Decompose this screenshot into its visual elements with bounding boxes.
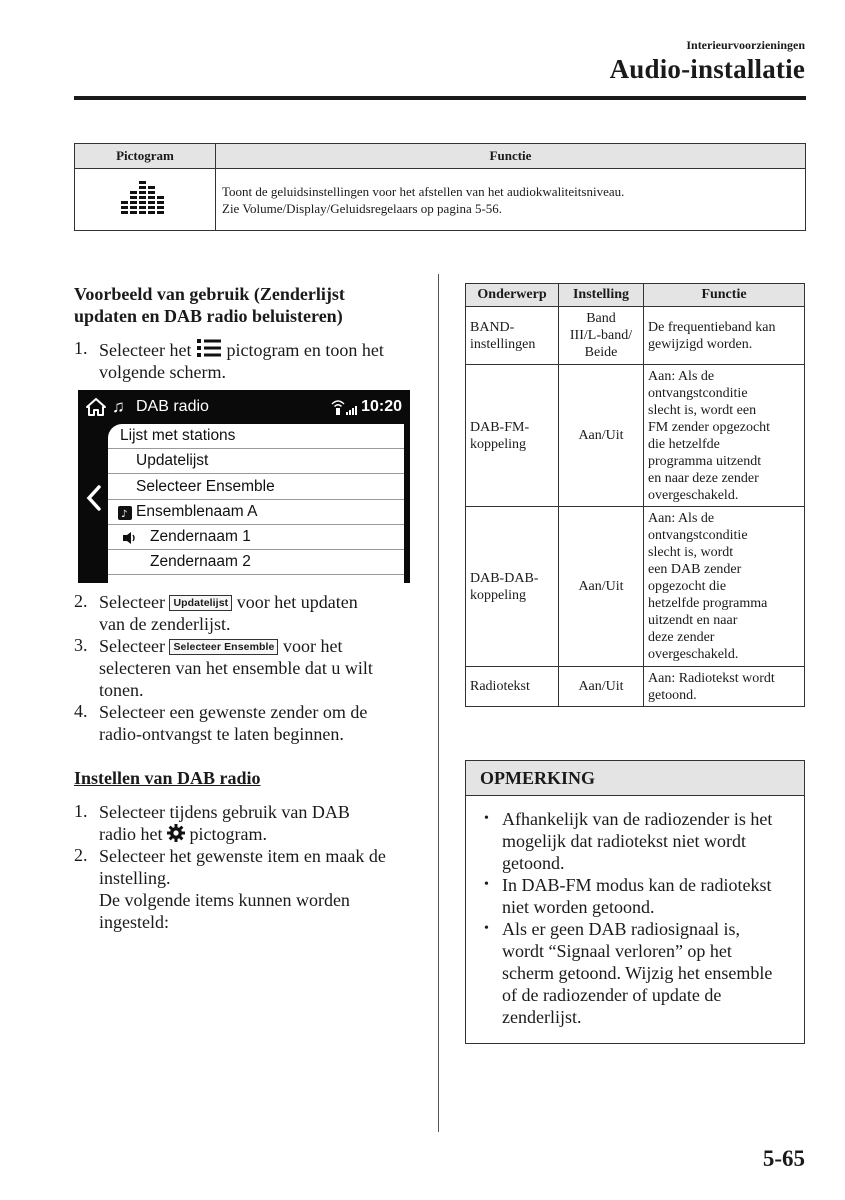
step-2-part-a: Selecteer [99,592,165,612]
step-number: 1. [74,801,88,821]
menu-item-label: Zendernaam 2 [150,553,251,570]
step-2-part-b: voor het updaten [236,592,358,612]
function-cell: De frequentieband kan gewijzigd worden. [644,307,805,365]
function-cell: Aan: Als de ontvangstconditie slecht is, wordt een FM zender opgezocht die hetzelfde programma uitzendt en naar deze zender overgeschakeld. [644,365,805,507]
list-item: • Als er geen DAB radiosignaal is, wordt “Signaal verloren” op het scherm getoond. Wijzig het ensemble of de radiozender of update de zenderlijst. [480,918,800,1028]
page-title: Audio-installatie [609,54,805,84]
pictogram-cell [75,169,216,231]
menu-item-label: Selecteer Ensemble [136,478,275,495]
menu-item-label: Ensemblenaam A [136,503,258,520]
example-heading [74,283,345,327]
step-4-part-b: radio-ontvangst te laten beginnen. [99,724,344,744]
list-icon [196,338,222,358]
setup-step-2-part-d: ingesteld: [99,912,169,932]
menu-item-select-ensemble[interactable] [108,475,404,500]
ensemble-icon [118,506,132,520]
back-chevron-icon[interactable] [86,485,102,511]
setting-cell: Band III/L-band/ Beide [559,307,644,365]
gear-icon [167,824,185,842]
update-list-button: Updatelijst [169,595,232,611]
function-line-1: Toont de geluidsinstellingen voor het afstellen van het audiokwaliteitsniveau. [222,183,625,199]
note-box [465,760,805,1044]
function-line-2: Zie Volume/Display/Geluidsregelaars op pagina 5-56. [222,200,503,216]
speaker-icon [122,531,138,545]
setup-step-1-part-a: Selecteer tijdens gebruik van DAB [99,802,350,822]
function-cell: Aan: Als de ontvangstconditie slecht is, wordt een DAB zender opgezocht die hetzelfde programma uitzendt en naar deze zender overgeschakeld. [644,507,805,667]
setup-step-2-part-c: De volgende items kunnen worden [99,890,350,910]
step-number: 3. [74,635,88,655]
step-2-text [99,591,434,635]
menu-item-station-list[interactable] [108,424,404,449]
menu-item-station-2[interactable] [108,550,404,575]
setting-cell: Aan/Uit [559,667,644,707]
function-cell: Aan: Radiotekst wordt getoond. [644,667,805,707]
menu-item-label: Zendernaam 1 [150,528,251,545]
table-row [466,365,805,507]
menu-item-station-1[interactable] [108,525,404,550]
header-rule [74,96,806,100]
setup-heading: Instellen van DAB radio [74,768,261,788]
menu-item-update-list[interactable] [108,449,404,474]
step-1-part-a: Selecteer het [99,340,192,360]
menu-item-label: Updatelijst [136,452,209,469]
home-icon[interactable] [86,398,106,416]
step-3-part-b: voor het [282,636,343,656]
subject-cell: DAB-FM- koppeling [466,365,559,507]
page-number: 5-65 [762,1146,805,1171]
step-number: 1. [74,338,88,358]
signal-icon [330,398,360,416]
step-3-part-c: selecteren van het ensemble dat u wilt [99,658,373,678]
list-item: • In DAB-FM modus kan de radiotekst niet worden getoond. [480,874,800,918]
note-list [480,808,800,1028]
note-title: OPMERKING [480,768,595,788]
select-ensemble-button: Selecteer Ensemble [169,639,278,655]
music-note-icon: ♫ [112,397,125,416]
col-header-subject: Onderwerp [466,284,559,307]
equalizer-icon [120,178,170,218]
step-1-part-b: pictogram en toon het [226,340,384,360]
example-heading-line-1: Voorbeeld van gebruik (Zenderlijst [74,284,345,304]
example-heading-line-2: updaten en DAB radio beluisteren) [74,306,343,326]
step-number: 2. [74,591,88,611]
note-header [466,761,804,796]
screen-title: DAB radio [136,398,209,415]
col-header-functie: Functie [216,144,806,169]
table-row [466,507,805,667]
setup-step-1-part-b: radio het [99,824,163,844]
col-header-pictogram: Pictogram [75,144,216,169]
step-3-part-d: tonen. [99,680,144,700]
table-row [466,667,805,707]
column-divider [438,274,439,1132]
step-3-part-a: Selecteer [99,636,165,656]
subject-cell: BAND- instellingen [466,307,559,365]
list-item: • Afhankelijk van de radiozender is het mogelijk dat radiotekst niet wordt getoond. [480,808,800,874]
settings-table [465,283,805,707]
step-4-text [99,701,434,745]
menu-item-ensemble-a[interactable] [108,500,404,525]
setting-cell: Aan/Uit [559,507,644,667]
table-row [466,307,805,365]
setup-step-2-part-a: Selecteer het gewenste item en maak de [99,846,386,866]
step-3-text [99,635,434,701]
step-2-part-c: van de zenderlijst. [99,614,231,634]
step-number: 4. [74,701,88,721]
step-1-part-c: volgende scherm. [99,362,226,382]
function-cell [216,169,806,231]
section-label: Interieurvoorzieningen [686,38,805,52]
setup-step-2-part-b: instelling. [99,868,171,888]
station-menu [108,424,404,583]
screen-header [78,390,410,424]
dab-radio-screen [78,390,410,583]
step-4-part-a: Selecteer een gewenste zender om de [99,702,368,722]
subject-cell: Radiotekst [466,667,559,707]
setup-step-1-text [99,801,434,845]
menu-item-label: Lijst met stations [120,427,236,444]
pictogram-table [74,143,806,231]
svg-text:♪: ♪ [121,509,128,520]
setup-step-2-text [99,845,434,933]
col-header-setting: Instelling [559,284,644,307]
step-number: 2. [74,845,88,865]
clock: 10:20 [361,398,402,415]
setup-step-1-part-c: pictogram. [189,824,267,844]
setting-cell: Aan/Uit [559,365,644,507]
step-1-text [99,338,434,383]
subject-cell: DAB-DAB- koppeling [466,507,559,667]
col-header-function: Functie [644,284,805,307]
